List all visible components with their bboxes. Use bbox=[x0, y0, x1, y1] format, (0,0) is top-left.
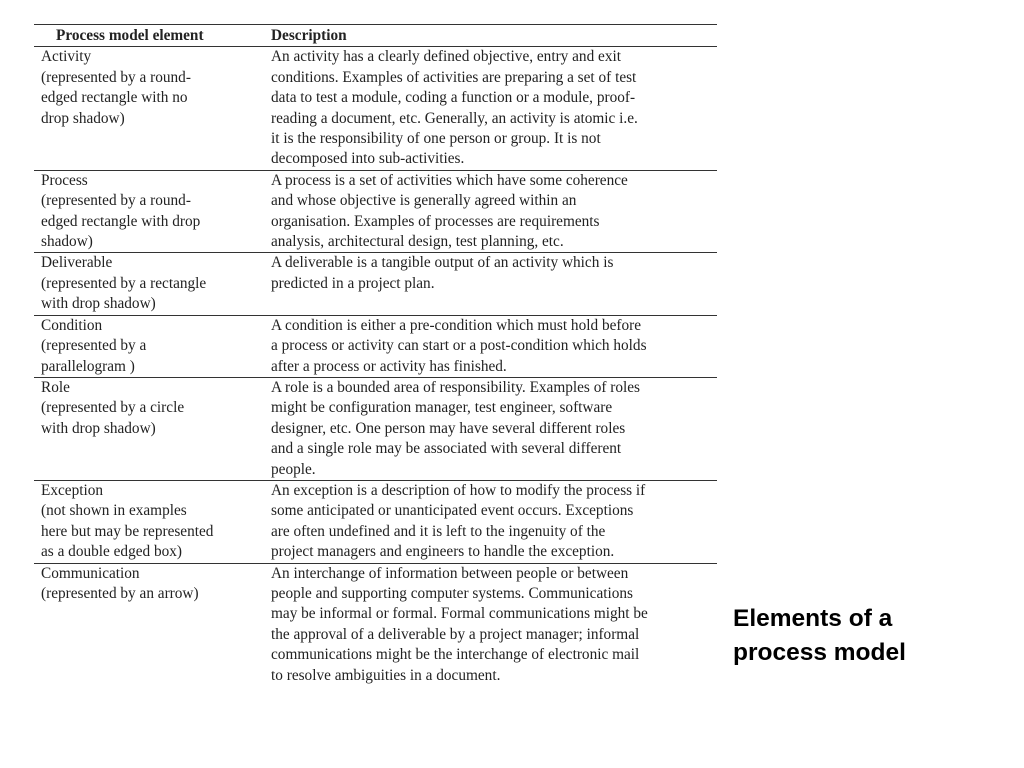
caption-line: process model bbox=[733, 639, 906, 666]
element-text-line: Process bbox=[41, 171, 88, 189]
element-text-line: edged rectangle with drop bbox=[41, 212, 201, 230]
element-text-line: (represented by a circle bbox=[41, 399, 185, 417]
description-text-line: A deliverable is a tangible output of an activity which is bbox=[271, 254, 614, 272]
description-text-line: decomposed into sub-activities. bbox=[271, 150, 465, 168]
description-text-line: a process or activity can start or a post-condition which holds bbox=[271, 337, 647, 355]
description-text-line: data to test a module, coding a function or a module, proof- bbox=[271, 89, 636, 107]
description-cell bbox=[266, 480, 717, 563]
description-text-line: may be informal or formal. Formal communications might be bbox=[271, 605, 648, 623]
table-row bbox=[34, 315, 717, 377]
element-text-line: (represented by a round- bbox=[41, 192, 191, 210]
description-text-line: communications might be the interchange of electronic mail bbox=[271, 646, 640, 664]
element-text-line: Deliverable bbox=[41, 254, 113, 272]
process-model-element-cell bbox=[34, 480, 266, 563]
table-row bbox=[34, 170, 717, 253]
process-model-element-cell bbox=[34, 315, 266, 377]
description-cell bbox=[266, 563, 717, 686]
element-text-line: (represented by an arrow) bbox=[41, 584, 199, 602]
header-description: Description bbox=[266, 25, 717, 47]
element-text-line: Role bbox=[41, 378, 70, 396]
element-text-line: as a double edged box) bbox=[41, 543, 183, 561]
description-cell bbox=[266, 47, 717, 170]
description-text-line: people. bbox=[271, 460, 316, 478]
process-model-table-container bbox=[34, 24, 717, 686]
element-text-line: (represented by a bbox=[41, 337, 147, 355]
element-text-line: here but may be represented bbox=[41, 522, 214, 540]
description-text-line: the approval of a deliverable by a project manager; informal bbox=[271, 625, 640, 643]
description-text-line: after a process or activity has finished. bbox=[271, 357, 507, 375]
process-model-element-cell bbox=[34, 47, 266, 170]
table-row bbox=[34, 377, 717, 480]
description-text-line: are often undefined and it is left to the ingenuity of the bbox=[271, 522, 606, 540]
element-text-line: (represented by a round- bbox=[41, 68, 191, 86]
description-cell bbox=[266, 170, 717, 253]
description-text-line: An interchange of information between people or between bbox=[271, 564, 629, 582]
table-row bbox=[34, 480, 717, 563]
caption-line: Elements of a bbox=[733, 605, 893, 632]
element-text-line: shadow) bbox=[41, 233, 93, 251]
description-text-line: to resolve ambiguities in a document. bbox=[271, 666, 501, 684]
description-text-line: A condition is either a pre-condition which must hold before bbox=[271, 316, 642, 334]
element-text-line: parallelogram ) bbox=[41, 357, 135, 375]
element-text-line: Exception bbox=[41, 481, 104, 499]
description-cell bbox=[266, 315, 717, 377]
element-text-line: (represented by a rectangle bbox=[41, 274, 207, 292]
element-text-line: with drop shadow) bbox=[41, 295, 156, 313]
process-model-element-cell bbox=[34, 170, 266, 253]
slide-caption bbox=[733, 602, 1003, 670]
description-text-line: A process is a set of activities which have some coherence bbox=[271, 171, 628, 189]
description-text-line: some anticipated or unanticipated event occurs. Exceptions bbox=[271, 502, 634, 520]
table-header-row bbox=[34, 25, 717, 47]
description-text-line: A role is a bounded area of responsibility. Examples of roles bbox=[271, 378, 641, 396]
description-text-line: and whose objective is generally agreed within an bbox=[271, 192, 577, 210]
table-row bbox=[34, 47, 717, 170]
header-process-model-element: Process model element bbox=[34, 25, 266, 47]
description-text-line: An activity has a clearly defined objective, entry and exit bbox=[271, 48, 621, 66]
table-row bbox=[34, 563, 717, 686]
element-text-line: Communication bbox=[41, 564, 140, 582]
description-text-line: conditions. Examples of activities are preparing a set of test bbox=[271, 68, 637, 86]
element-text-line: drop shadow) bbox=[41, 109, 125, 127]
description-text-line: organisation. Examples of processes are requirements bbox=[271, 212, 600, 230]
description-text-line: An exception is a description of how to modify the process if bbox=[271, 481, 646, 499]
process-model-element-cell bbox=[34, 377, 266, 480]
description-text-line: it is the responsibility of one person or group. It is not bbox=[271, 130, 601, 148]
description-text-line: project managers and engineers to handle the exception. bbox=[271, 543, 615, 561]
element-text-line: with drop shadow) bbox=[41, 419, 156, 437]
description-text-line: designer, etc. One person may have several different roles bbox=[271, 419, 626, 437]
element-text-line: (not shown in examples bbox=[41, 502, 187, 520]
description-text-line: predicted in a project plan. bbox=[271, 274, 435, 292]
description-text-line: analysis, architectural design, test planning, etc. bbox=[271, 233, 564, 251]
process-model-table bbox=[34, 24, 717, 686]
table-row bbox=[34, 253, 717, 315]
element-text-line: Condition bbox=[41, 316, 103, 334]
element-text-line: Activity bbox=[41, 48, 92, 66]
description-cell bbox=[266, 377, 717, 480]
process-model-element-cell bbox=[34, 253, 266, 315]
description-text-line: reading a document, etc. Generally, an activity is atomic i.e. bbox=[271, 109, 638, 127]
description-cell bbox=[266, 253, 717, 315]
description-text-line: and a single role may be associated with several different bbox=[271, 440, 622, 458]
description-text-line: people and supporting computer systems. Communications bbox=[271, 584, 633, 602]
process-model-element-cell bbox=[34, 563, 266, 686]
element-text-line: edged rectangle with no bbox=[41, 89, 188, 107]
description-text-line: might be configuration manager, test engineer, software bbox=[271, 399, 613, 417]
table-body bbox=[34, 47, 717, 686]
